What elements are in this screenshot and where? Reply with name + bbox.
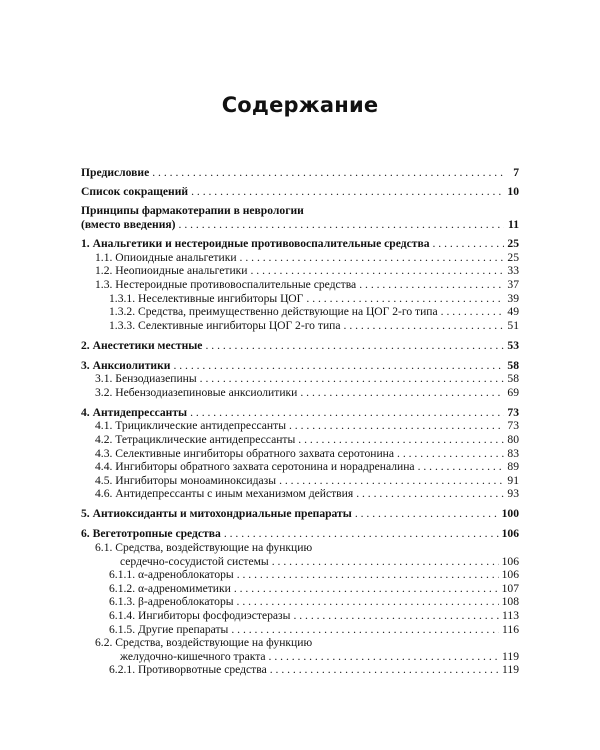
toc-entry-label: сердечно-сосудистой системы [120,554,269,568]
toc-entry [81,185,519,199]
dot-leader [179,218,504,232]
toc-entry-label: 6.1. Средства, воздействующие на функцию [95,540,313,554]
toc-entry [81,527,519,541]
toc-entry-label: 2. Анестетики местные [81,338,203,352]
toc-entry-page: 106 [501,568,519,582]
toc-entry [81,406,519,420]
toc-entry-label: 4.2. Тетрациклические антидепрессанты [95,433,296,447]
page-title: Содержание [221,93,379,117]
toc-entry-page: 25 [507,237,519,251]
toc-entry-label: 6.1.4. Ингибиторы фосфодиэстеразы [109,608,291,622]
toc-entry-label: Предисловие [81,166,150,179]
toc-entry [81,419,519,433]
toc-entry [81,251,519,265]
toc-entry-label: 6.1.3. β-адреноблокаторы [109,595,234,609]
dot-leader [418,460,504,474]
toc-entry-page: 39 [507,291,519,305]
dot-leader [298,433,504,447]
toc-entry-label: 6.2. Средства, воздействующие на функцию [95,636,313,650]
toc-entry [81,386,519,400]
toc-entry [81,447,519,461]
dot-leader [173,359,504,373]
toc-entry-label: 4.3. Селективные ингибиторы обратного захвата серотонина [95,446,395,460]
table-of-contents [81,166,519,677]
toc-entry [81,460,519,474]
toc-entry [81,305,519,319]
toc-entry [81,278,519,292]
toc-entry [81,474,519,488]
dot-leader [240,251,504,265]
dot-leader [433,237,505,251]
dot-leader [441,305,504,319]
dot-leader [205,339,504,353]
toc-entry-label: 1.3.2. Средства, преимущественно действующие на ЦОГ 2-го типа [109,305,438,319]
toc-entry-label: 6.1.2. α-адреномиметики [109,581,231,595]
toc-entry-page: 93 [507,487,519,501]
toc-entry-page: 106 [501,527,519,541]
toc-entry [81,650,519,664]
toc-entry-page: 25 [507,250,519,264]
toc-entry-page: 73 [507,419,519,433]
toc-entry [81,636,519,650]
toc-entry-label: 4.1. Трициклические антидепрессанты [95,419,286,433]
toc-entry [81,623,519,637]
toc-entry-label: 1.3.1. Неселективные ингибиторы ЦОГ [109,291,304,305]
toc-entry-page: 33 [507,264,519,278]
toc-entry-label: 3.1. Бензодиазепины [95,372,197,386]
toc-entry-label: желудочно-кишечного тракта [120,649,266,663]
toc-entry-label: 3.2. Небензодиазепиновые анксиолитики [95,385,298,399]
toc-entry-label: Принципы фармакотерапии в неврологии [81,204,304,218]
dot-leader [397,447,504,461]
toc-entry-label: 6.2.1. Противорвотные средства [109,663,267,677]
toc-entry-label: 5. Антиоксиданты и митохондриальные препараты [81,507,352,521]
toc-entry-page: 10 [507,185,519,199]
toc-entry [81,541,519,555]
dot-leader [237,595,499,609]
toc-entry-page: 108 [501,595,519,609]
toc-entry-page: 73 [507,405,519,419]
dot-leader [234,582,499,596]
toc-entry-page: 80 [507,433,519,447]
toc-entry [81,507,519,521]
dot-leader [224,527,499,541]
dot-leader [279,474,504,488]
dot-leader [306,292,504,306]
toc-entry-label: 4.5. Ингибиторы моноаминоксидазы [95,473,277,487]
toc-entry-label: 6. Вегетотропные средства [81,527,221,541]
dot-leader [270,663,499,677]
toc-entry-label: 1. Анальгетики и нестероидные противовоспалительные средства [81,237,430,251]
dot-leader [355,507,499,521]
toc-entry [81,237,519,251]
toc-entry-label: 1.1. Опиоидные анальгетики [95,250,237,264]
toc-entry [81,166,519,180]
toc-entry [81,663,519,677]
dot-leader [356,487,504,501]
toc-entry-page: 119 [502,649,519,663]
toc-entry-label: 1.3. Нестероидные противовоспалительные средства [95,277,357,291]
dot-leader [250,264,504,278]
toc-entry-page: 83 [507,446,519,460]
toc-entry [81,433,519,447]
dot-leader [272,555,499,569]
toc-entry-page: 119 [502,663,519,677]
toc-entry [81,359,519,373]
dot-leader [300,386,504,400]
toc-entry-label: 4.6. Антидепрессанты с иным механизмом действия [95,487,354,501]
dot-leader [289,419,504,433]
toc-entry [81,555,519,569]
toc-entry [81,609,519,623]
toc-entry [81,319,519,333]
toc-entry-label: 4. Антидепрессанты [81,405,188,419]
toc-entry-label: Список сокращений [81,185,189,199]
toc-entry-page: 49 [507,305,519,319]
toc-entry-page: 11 [508,217,519,231]
toc-entry-page: 116 [502,622,519,636]
toc-entry [81,595,519,609]
toc-entry-page: 113 [502,608,519,622]
toc-entry [81,292,519,306]
toc-entry-page: 58 [507,358,519,372]
dot-leader [190,406,504,420]
dot-leader [152,166,504,180]
toc-entry-page: 37 [507,277,519,291]
dot-leader [237,568,499,582]
toc-entry-page: 100 [501,507,519,521]
toc-entry-label: 6.1.1. α-адреноблокаторы [109,568,234,582]
dot-leader [359,278,504,292]
toc-entry [81,218,519,232]
toc-entry-label: 3. Анксиолитики [81,358,171,372]
toc-entry [81,204,519,218]
dot-leader [191,185,504,199]
toc-entry [81,568,519,582]
dot-leader [231,623,499,637]
dot-leader [200,372,504,386]
toc-entry-page: 89 [507,460,519,474]
toc-entry-label: 6.1.5. Другие препараты [109,622,229,636]
toc-entry-page: 7 [513,166,519,179]
dot-leader [269,650,499,664]
toc-entry [81,264,519,278]
toc-entry-page: 53 [507,338,519,352]
toc-entry [81,487,519,501]
toc-entry [81,339,519,353]
toc-entry-label: 1.2. Неопиоидные анальгетики [95,264,248,278]
toc-entry-page: 51 [507,318,519,332]
dot-leader [344,319,504,333]
toc-entry-page: 69 [507,385,519,399]
toc-entry-label: 1.3.3. Селективные ингибиторы ЦОГ 2-го типа [109,318,341,332]
toc-entry-label: 4.4. Ингибиторы обратного захвата серотонина и норадреналина [95,460,415,474]
toc-entry-page: 91 [507,473,519,487]
toc-entry-page: 107 [501,581,519,595]
toc-entry [81,372,519,386]
toc-entry-label: (вместо введения) [81,217,176,231]
toc-entry-page: 58 [507,372,519,386]
toc-entry [81,582,519,596]
toc-entry-page: 106 [501,554,519,568]
dot-leader [293,609,499,623]
